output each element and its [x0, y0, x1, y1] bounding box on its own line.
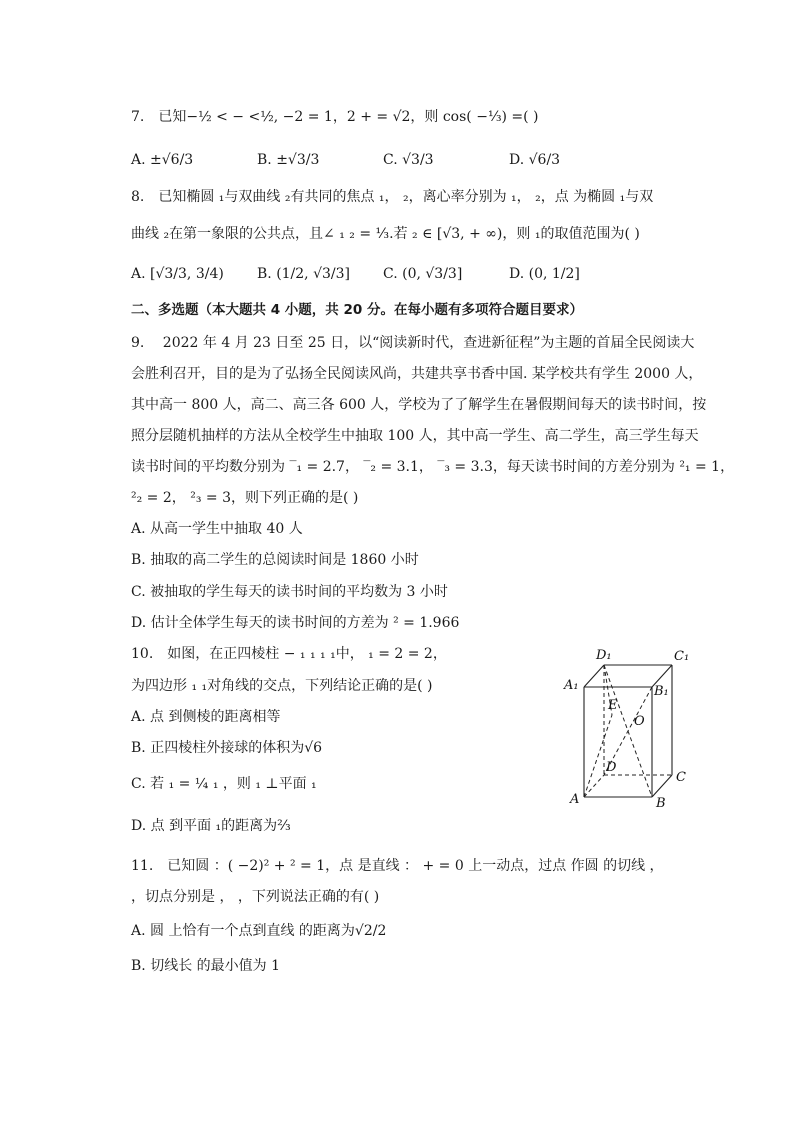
q9-option-b: B. 抽取的高二学生的总阅读时间是 1860 小时: [131, 552, 419, 568]
label-d: D: [606, 760, 617, 775]
q10-line-1: 10. 如图，在正四棱柱 − ₁ ₁ ₁ ₁中， ₁ = 2 = 2，: [131, 646, 447, 662]
label-b: B: [656, 796, 666, 810]
q10-line-2: 为四边形 ₁ ₁对角线的交点，下列结论正确的是( ): [131, 678, 433, 694]
q10-option-d: D. 点 到平面 ₁的距离为⅔: [131, 818, 291, 834]
q8-line-2: 曲线 ₂在第一象限的公共点，且∠ ₁ ₂ = ⅓.若 ₂ ∈ [√3, + ∞)，则 ₁的取值范围为( ): [131, 226, 640, 242]
q11-line-2: ，切点分别是 ， ，下列说法正确的有( ): [131, 889, 380, 905]
q8-line-1: 8. 已知椭圆 ₁与双曲线 ₂有共同的焦点 ₁， ₂，离心率分别为 ₁， ₂，点 为椭圆 ₁与双: [131, 189, 654, 205]
q7-option-c: C. √3/3: [383, 152, 434, 168]
line-ae-hidden: [584, 715, 612, 797]
label-b1: B₁: [654, 684, 669, 699]
q9-line-1: 9. 2022 年 4 月 23 日至 25 日，以“阅读新时代，查进新征程”为主题的首届全民阅读大: [131, 335, 695, 351]
q10-option-c: C. 若 ₁ = ¼ ₁ ，则 ₁ ⊥平面 ₁: [131, 776, 317, 792]
q7-option-b: B. ±√3/3: [257, 152, 320, 168]
q11-line-1: 11. 已知圆 ：( −2)² + ² = 1，点 是直线 ： + = 0 上一动点，过点 作圆 的切线 ，: [131, 858, 664, 874]
q7-option-d: D. √6/3: [509, 152, 561, 168]
q11-option-b: B. 切线长 的最小值为 1: [131, 958, 280, 974]
edge-a1d1: [584, 665, 604, 687]
q9-line-5: 读书时间的平均数分别为 ‾₁ = 2.7， ‾₂ = 3.1， ‾₃ = 3.3，每天读书时间的方差分别为 ²₁ = 1，: [131, 459, 735, 475]
q8-option-b: B. (1/2, √3/3]: [257, 266, 350, 282]
q10-option-a: A. 点 到侧棱的距离相等: [131, 709, 281, 725]
q9-line-6: ²₂ = 2， ²₃ = 3，则下列正确的是( ): [131, 490, 359, 506]
label-o: O: [634, 714, 645, 729]
q8-option-d: D. (0, 1/2]: [509, 266, 580, 282]
q7-stem: 7. 已知−½ < − <½, −2 = 1，2 + = √2，则 cos( −⅓) =( ): [131, 109, 539, 125]
label-c1: C₁: [674, 649, 690, 664]
q9-option-d: D. 估计全体学生每天的读书时间的方差为 ² = 1.966: [131, 615, 460, 631]
q9-line-3: 其中高一 800 人，高二、高三各 600 人，学校为了了解学生在暑假期间每天的读书时间，按: [131, 397, 707, 413]
q9-line-2: 会胜利召开，目的是为了弘扬全民阅读风尚，共建共享书香中国. 某学校共有学生 2000 人，: [131, 366, 703, 382]
label-a: A: [570, 792, 580, 807]
prism-figure: [560, 645, 700, 810]
q9-line-4: 照分层随机抽样的方法从全校学生中抽取 100 人，其中高一学生、高二学生，高三学生每天: [131, 428, 699, 444]
q8-option-c: C. (0, √3/3]: [383, 266, 463, 282]
section-heading: 二、多选题（本大题共 4 小题，共 20 分。在每小题有多项符合题目要求）: [131, 302, 583, 318]
label-a1: A₁: [564, 678, 579, 693]
q7-option-a: A. ±√6/3: [131, 152, 194, 168]
q9-option-c: C. 被抽取的学生每天的读书时间的平均数为 3 小时: [131, 584, 448, 600]
q8-option-a: A. [√3/3, 3/4): [131, 266, 224, 282]
q11-option-a: A. 圆 上恰有一个点到直线 的距离为√2/2: [131, 923, 387, 939]
label-e: E: [608, 698, 618, 713]
edge-ad-hidden: [584, 775, 604, 797]
q10-option-b: B. 正四棱柱外接球的体积为√6: [131, 740, 323, 756]
label-d1: D₁: [596, 648, 612, 663]
edge-bc: [652, 775, 672, 797]
label-c: C: [676, 770, 686, 785]
q9-option-a: A. 从高一学生中抽取 40 人: [131, 521, 303, 537]
